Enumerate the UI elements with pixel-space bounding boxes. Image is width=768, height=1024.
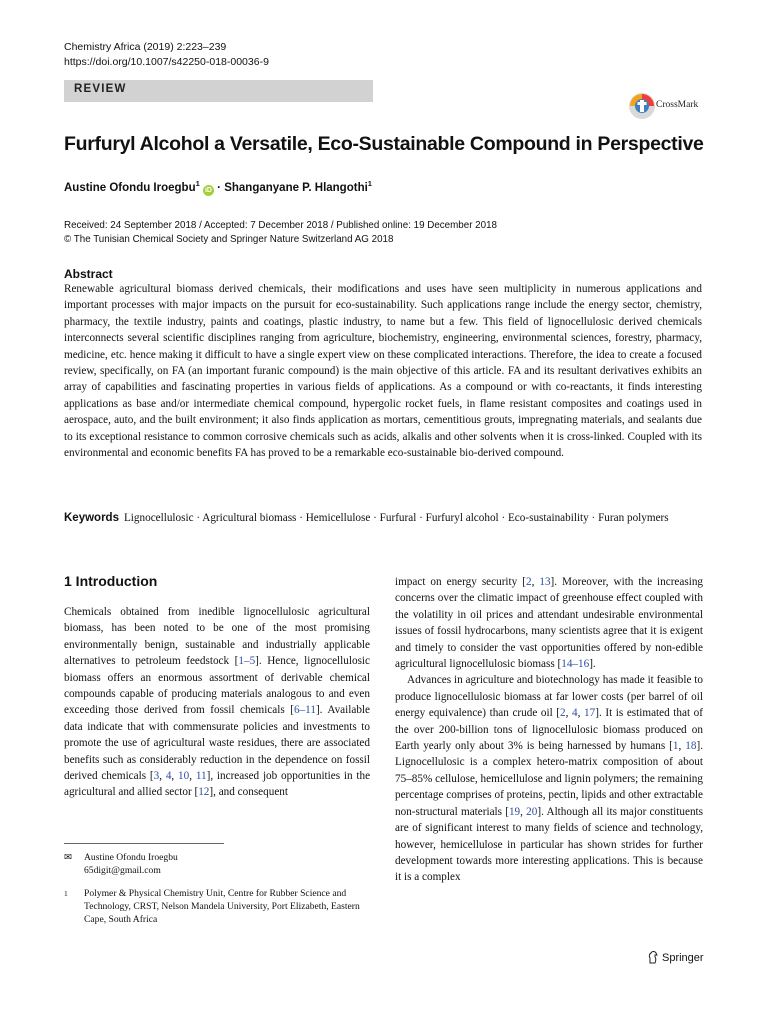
envelope-icon: ✉ — [64, 852, 73, 863]
affiliation-note — [64, 887, 364, 926]
abstract-heading: Abstract — [64, 267, 113, 281]
publisher-name: Springer — [662, 952, 704, 964]
publisher-logo — [647, 950, 704, 964]
history-dates: Received: 24 September 2018 / Accepted: 7 December 2018 / Published online: 19 December 2018 — [64, 220, 497, 231]
orcid-icon[interactable]: iD — [204, 186, 212, 194]
paragraph: impact on energy security [2, 13]. Moreover, with the increasing concerns over the climatic impact of greenhouse effect coupled with the volatility in oil prices and attendant undesirable environmental issues of fossil hydrocarbons, many scientists agree that it is exigent and timely to consider the vast opportunities offered by non-edible agricultural lignocellulosic biomass [14–16]. — [395, 576, 704, 671]
journal-info — [64, 40, 269, 70]
corresponding-author-email[interactable]: 65digit@gmail.com — [84, 865, 161, 876]
author-list — [64, 179, 372, 196]
author-name[interactable]: Shanganyane P. Hlangothi — [224, 181, 368, 194]
footnote-divider — [64, 843, 224, 844]
corresponding-author-note — [64, 851, 364, 877]
keywords-label: Keywords — [64, 512, 119, 524]
springer-horse-icon — [647, 950, 659, 964]
author-affiliation-mark: 1 — [195, 179, 200, 188]
article-type-banner — [64, 80, 373, 102]
author-affiliation-mark: 1 — [367, 179, 372, 188]
article-type-label: REVIEW — [74, 83, 127, 95]
body-column-right — [395, 574, 703, 886]
journal-citation: Chemistry Africa (2019) 2:223–239 — [64, 41, 227, 53]
keywords-section — [64, 510, 704, 526]
article-title: Furfuryl Alcohol a Versatile, Eco-Sustainable Compound in Perspective — [64, 133, 704, 155]
footnotes — [64, 851, 364, 926]
body-column-left: Chemicals obtained from inedible lignocellulosic agricultural biomass, has been noted to be one of the most promising environmentally benign, sustainable and industrially applicable alternatives to petroleum feedstock [1–5]. Hence, lignocellulosic biomass offers an enormous assortment of derivable chemical compounds capable of producing materials analogous to and even exceeding those derived from fossil chemicals [6–11]. Available data indicate that with commensurate policies and investments to promote the use of agricultural waste residues, there are associated benefits such as considerably reduction in the dependence on fossil derived chemicals [3, 4, 10, 11], increased job opportunities in the agricultural and allied sector [12], and consequent — [64, 606, 371, 799]
author-separator: · — [213, 181, 225, 194]
keywords-list: Lignocellulosic · Agricultural biomass · Hemicellulose · Furfural · Furfuryl alcohol · Eco-sustainability · Furan polymers — [123, 512, 669, 524]
doi-link[interactable]: https://doi.org/10.1007/s42250-018-00036-9 — [64, 56, 269, 68]
copyright-line: © The Tunisian Chemical Society and Springer Nature Switzerland AG 2018 — [64, 233, 394, 245]
abstract-text: Renewable agricultural biomass derived chemicals, their modifications and uses have seen multiplicity in numerous applications and important processes with major impacts on the pursuit for eco-sustainability. Such applications range include the energy sector, chemistry, pharmacy, the textile industry, paints and coatings, plastic industry, to name but a few. This field of lignocellulosic derived chemicals interconnects several scientific disciplines ranging from agriculture, biochemistry, engineering, environmental sciences, forestry, pharmacy, medicine, etc. hence making it difficult to have a single expert view on these complicated interactions. Therefore, the idea to create a focused review, specifically, on FA (an important furanic compound) is the main objective of this article. FA and its resultant derivatives exhibits an array of capabilities and fascinating properties in various fields of applications. As a compound or with co-reactants, it finds interesting applications as base and/or intermediate chemical compound, hypergolic rocket fuels, in flame resistant composites and coatings used in aerospace, auto, and the built environment; it also finds application as mortars, cementitious grouts, impregnating materials, and sealants due to its exceptional resistance to common corrosive chemicals such as acids, alkalis and other solvents when it is cross-linked. Coupled with its environmental and economic benefits FA has proved to be a remarkable eco-sustainable bio-derived compound. — [64, 283, 702, 460]
author-name[interactable]: Austine Ofondu Iroegbu — [64, 181, 196, 194]
paragraph: Advances in agriculture and biotechnology has made it feasible to produce lignocellulosic biomass at far lower costs (per barrel of oil energy equivalence) than crude oil [2, 4, 17]. It is estimated that of the over 200-billion tons of lignocellulosic biomass produced on Earth yearly only about 3% is being harnessed by humans [1, 18]. Lignocellulosic is a complex hetero-matrix composition of about 75–85% cellulose, hemicellulose and lignin polymers; the remaining percentage comprises of proteins, pectin, lipids and other extractable non-structural materials [19, 20]. Although all its major constituents are of significant interest to many fields of science and technology, however, hemicellulose in particular has shown strides for further development towards more interesting applications. This is because it is a complex — [395, 674, 704, 884]
section-heading-introduction: 1 Introduction — [64, 573, 158, 589]
crossmark-label: CrossMark — [656, 100, 699, 110]
crossmark-icon — [628, 92, 656, 120]
crossmark-button[interactable] — [628, 92, 702, 120]
affiliation-text: Polymer & Physical Chemistry Unit, Centre for Rubber Science and Technology, CRST, Nelson Mandela University, Port Elizabeth, Eastern Cape, South Africa — [84, 888, 360, 925]
affiliation-mark: 1 — [64, 889, 68, 898]
corresponding-author-name: Austine Ofondu Iroegbu — [84, 852, 178, 863]
publication-dates — [64, 219, 497, 246]
